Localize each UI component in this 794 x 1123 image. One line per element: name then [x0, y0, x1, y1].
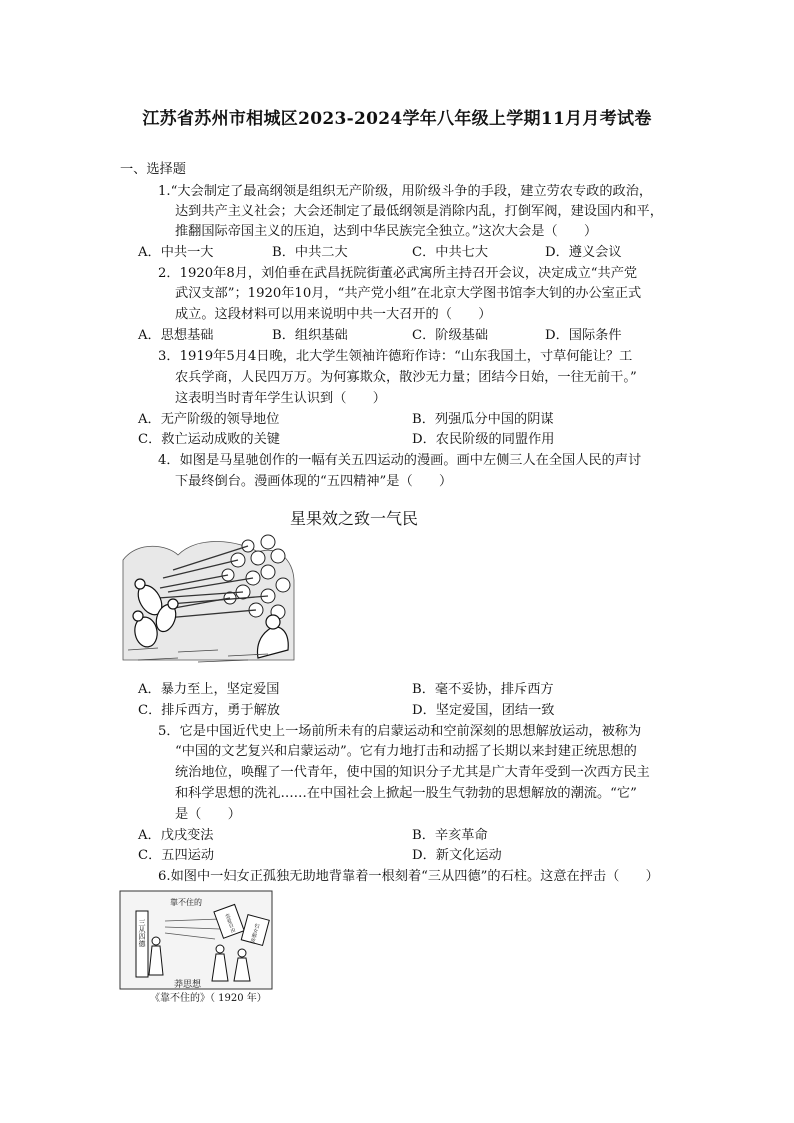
q4-line-1: 4．如图是马星驰创作的一幅有关五四运动的漫画。画中左侧三人在全国人民的声讨 — [158, 453, 642, 468]
q3-option-a: A．无产阶级的领导地位 — [138, 412, 280, 427]
q1-option-d: D．遵义会议 — [545, 245, 622, 260]
q2-line-3: 成立。这段材料可以用来说明中共一大召开的（ ） — [175, 307, 492, 322]
q3-option-d: D．农民阶级的同盟作用 — [412, 432, 555, 447]
q4-option-b: B．毫不妥协，排斥西方 — [412, 682, 554, 697]
q1-line-3: 推翻国际帝国主义的压迫，达到中华民族完全独立。”这次大会是（ ） — [175, 224, 598, 239]
q1-option-c: C．中共七大 — [412, 245, 489, 260]
q4-option-c: C．排斥西方，勇于解放 — [138, 703, 280, 718]
q2-option-a: A．思想基础 — [138, 328, 214, 343]
q1-line-2: 达到共产主义社会；大会还制定了最低纲领是消除内乱，打倒军阀，建设国内和平， — [175, 204, 663, 219]
q2-line-2: 武汉支部”；1920年10月，“共产党小组”在北京大学图书馆李大钊的办公室正式 — [175, 286, 642, 301]
q5-line-3: 统治地位，唤醒了一代青年，使中国的知识分子尤其是广大青年受到一次西方民主 — [175, 765, 650, 780]
may-fourth-cartoon — [118, 500, 419, 672]
q5-option-d: D．新文化运动 — [412, 848, 502, 863]
q5-option-a: A．戊戌变法 — [138, 828, 214, 843]
q3-option-c: C．救亡运动成败的关键 — [138, 432, 280, 447]
q5-line-4: 和科学思想的洗礼……在中国社会上掀起一股生气勃勃的思想解放的潮流。“它” — [175, 786, 637, 801]
q1-line-1: 1.“大会制定了最高纲领是组织无产阶级，用阶级斗争的手段，建立劳农专政的政治， — [158, 184, 653, 199]
kao-bu-zhu-cartoon — [120, 891, 272, 1003]
q1-option-b: B．中共二大 — [272, 245, 348, 260]
q3-option-b: B．列强瓜分中国的阴谋 — [412, 412, 554, 427]
q4-option-d: D．坚定爱国，团结一致 — [412, 703, 555, 718]
q2-line-1: 2．1920年8月，刘伯垂在武昌抚院街董必武寓所主持召开会议，决定成立“共产党 — [158, 266, 638, 281]
q6-image-caption: 《靠不住的》（ 1920 年） — [150, 993, 267, 1004]
cartoon-label-5: 莽思想 — [174, 980, 202, 990]
q2-option-d: D．国际条件 — [545, 328, 622, 343]
section-heading: 一、选择题 — [120, 162, 186, 177]
page-title: 江苏省苏州市相城区2023-2024学年八年级上学期11月月考试卷 — [142, 109, 652, 129]
q5-line-1: 5．它是中国近代史上一场前所未有的启蒙运动和空前深刻的思想解放运动，被称为 — [158, 724, 642, 739]
q5-option-b: B．辛亥革命 — [412, 828, 488, 843]
cartoon-caption: 民气一致之效果星 — [290, 509, 419, 528]
q3-line-1: 3．1919年5月4日晚，北大学生领袖许德珩作诗：“山东我国土，寸草何能让？工 — [158, 349, 633, 364]
q2-option-c: C．阶级基础 — [412, 328, 489, 343]
q2-option-b: B．组织基础 — [272, 328, 348, 343]
q1-option-a: A．中共一大 — [138, 245, 214, 260]
cartoon-label-2: 三从四德 — [138, 919, 146, 947]
cartoon-label-4: 妇女解放 — [248, 922, 260, 944]
cartoon-label-3: 恋爱自由 — [223, 912, 236, 934]
q5-option-c: C．五四运动 — [138, 848, 215, 863]
q3-line-3: 这表明当时青年学生认识到（ ） — [175, 391, 386, 406]
q3-line-2: 农兵学商，人民四万万。为何寡欺众，散沙无力量；团结今日始，一往无前干。” — [175, 370, 637, 385]
q5-line-5: 是（ ） — [175, 807, 241, 822]
cartoon-label-1: 靠不住的 — [170, 898, 202, 907]
q5-line-2: “中国的文艺复兴和启蒙运动”。它有力地打击和动摇了长期以来封建正统思想的 — [175, 744, 637, 759]
q6-line-1: 6.如图中一妇女正孤独无助地背靠着一根刻着“三从四德”的石柱。这意在抨击（ ） — [158, 869, 659, 884]
q4-option-a: A．暴力至上，坚定爱国 — [138, 682, 280, 697]
q4-line-2: 下最终倒台。漫画体现的“五四精神”是（ ） — [175, 474, 453, 489]
